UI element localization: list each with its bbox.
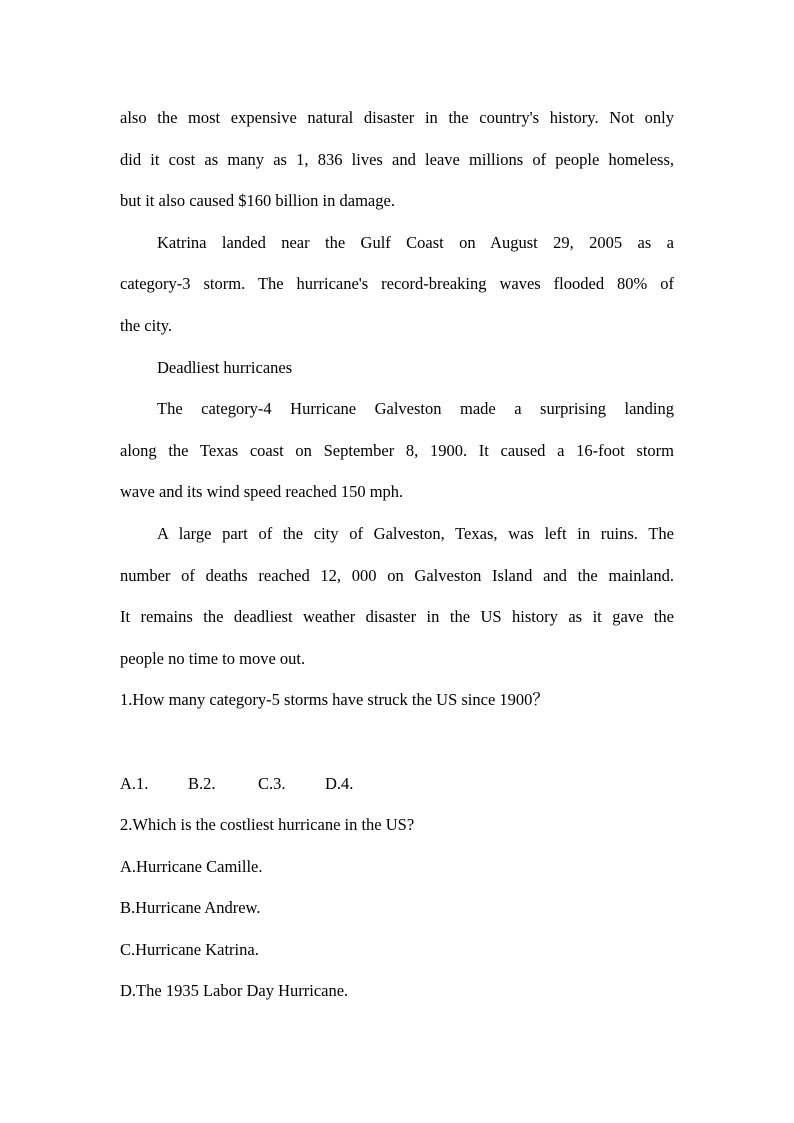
text-line: along the Texas coast on September 8, 1900. It caused a 16-foot storm xyxy=(120,440,674,460)
text-line: wave and its wind speed reached 150 mph. xyxy=(120,482,404,502)
text-line: Katrina landed near the Gulf Coast on August 29, 2005 as a xyxy=(157,232,674,252)
option-d: D.4. xyxy=(325,773,354,793)
paragraph-4 xyxy=(120,513,674,679)
option-row xyxy=(120,763,674,805)
paragraph-2 xyxy=(120,222,674,347)
text-line: number of deaths reached 12, 000 on Galveston Island and the mainland. xyxy=(120,565,674,585)
option-c: C.Hurricane Katrina. xyxy=(120,939,259,959)
option-d: D.The 1935 Labor Day Hurricane. xyxy=(120,981,349,1001)
text-line: It remains the deadliest weather disaster in the US history as it gave the xyxy=(120,607,674,627)
text-line: also the most expensive natural disaster in the country's history. Not only xyxy=(120,108,674,127)
document-page xyxy=(120,97,674,1012)
question-stem: 2.Which is the costliest hurricane in the US? xyxy=(120,815,415,835)
question-2 xyxy=(120,804,674,1012)
option-c: C.3. xyxy=(258,773,286,793)
question-1 xyxy=(120,679,674,804)
option-b: B.Hurricane Andrew. xyxy=(120,898,261,918)
text-line: people no time to move out. xyxy=(120,648,306,668)
section-subheading: Deadliest hurricanes xyxy=(157,357,293,377)
text-line: did it cost as many as 1, 836 lives and leave millions of people homeless, xyxy=(120,149,674,169)
answer-blank xyxy=(120,721,674,763)
text-line: The category-4 Hurricane Galveston made a surprising landing xyxy=(157,399,674,419)
text-line: A large part of the city of Galveston, Texas, was left in ruins. The xyxy=(157,523,674,543)
option-b: B.2. xyxy=(188,773,216,793)
option-a: A.1. xyxy=(120,773,149,793)
text-line: but it also caused $160 billion in damage. xyxy=(120,191,395,211)
question-stem: 1.How many category-5 storms have struck the US since 1900？ xyxy=(120,690,549,710)
text-line: the city. xyxy=(120,315,173,335)
text-line: category-3 storm. The hurricane's record-breaking waves flooded 80% of xyxy=(120,274,674,294)
option-a: A.Hurricane Camille. xyxy=(120,856,263,876)
paragraph-3 xyxy=(120,388,674,513)
paragraph-1 xyxy=(120,97,674,222)
